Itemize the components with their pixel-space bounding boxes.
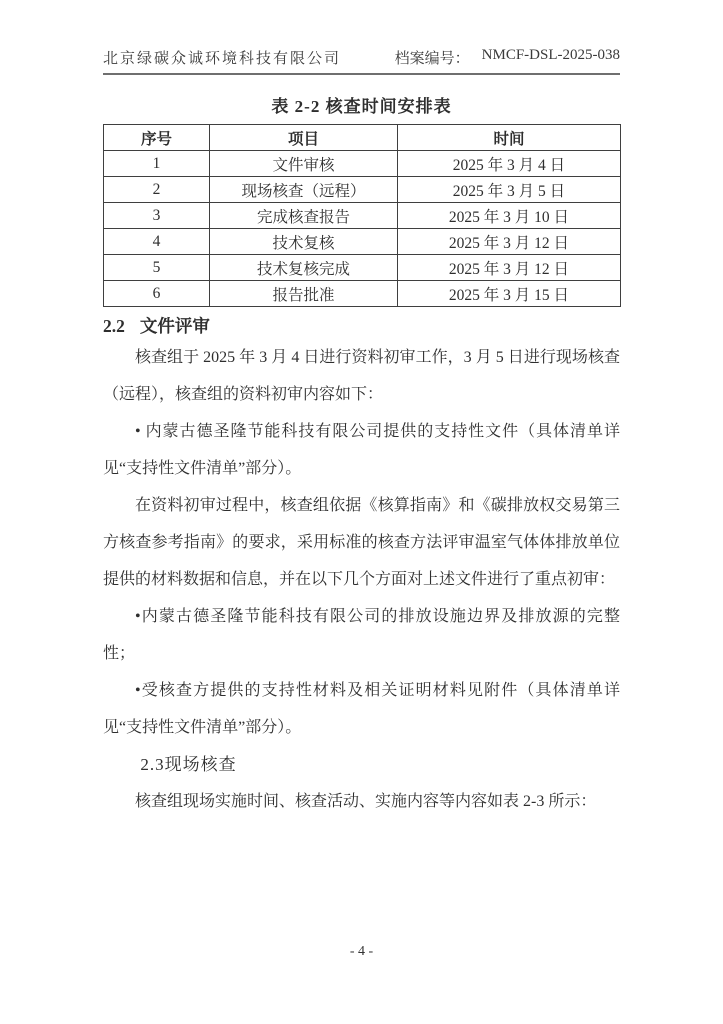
bullet-item: •受核查方提供的支持性材料及相关证明材料见附件（具体清单详见“支持性文件清单”部分）。 <box>103 682 620 736</box>
column-header-item: 项目 <box>210 125 398 151</box>
section-number: 2.3 <box>140 755 165 774</box>
table-row <box>104 281 621 307</box>
section-number: 2.2 <box>103 316 125 336</box>
schedule-table <box>103 124 621 307</box>
archive-number: NMCF-DSL-2025-038 <box>481 47 620 63</box>
cell-seq: 4 <box>104 229 210 255</box>
table-header-row <box>104 125 621 151</box>
archive-number-group <box>395 47 620 68</box>
paragraph: 核查组现场实施时间、核查活动、实施内容等内容如表 2-3 所示： <box>135 793 597 810</box>
cell-item: 技术复核完成 <box>210 255 398 281</box>
bullet-item: • 内蒙古德圣隆节能科技有限公司提供的支持性文件（具体清单详见“支持性文件清单”部分）。 <box>103 423 620 477</box>
section-heading-2-2 <box>103 313 620 339</box>
cell-seq: 6 <box>104 281 210 307</box>
cell-seq: 1 <box>104 151 210 177</box>
company-name: 北京绿碳众诚环境科技有限公司 <box>103 51 342 67</box>
page-content <box>103 0 620 820</box>
body-text-block <box>103 339 620 820</box>
section-heading-2-3 <box>103 746 620 783</box>
column-header-seq: 序号 <box>104 125 210 151</box>
cell-seq: 3 <box>104 203 210 229</box>
table-row <box>104 177 621 203</box>
table-caption: 表 2-2 核查时间安排表 <box>271 97 452 116</box>
cell-seq: 2 <box>104 177 210 203</box>
cell-item: 文件审核 <box>210 151 398 177</box>
section-title: 现场核查 <box>164 755 237 774</box>
table-row <box>104 255 621 281</box>
table-row <box>104 229 621 255</box>
running-header <box>103 0 620 75</box>
cell-time: 2025 年 3 月 12 日 <box>398 229 621 255</box>
cell-item: 现场核查（远程） <box>210 177 398 203</box>
column-header-time: 时间 <box>398 125 621 151</box>
section-title: 文件评审 <box>139 316 210 336</box>
cell-item: 报告批准 <box>210 281 398 307</box>
paragraph: 在资料初审过程中，核查组依据《核算指南》和《碳排放权交易第三方核查参考指南》的要求，采用标准的核查方法评审温室气体体排放单位提供的材料数据和信息，并在以下几个方面对上述文件进行了重点初审： <box>103 497 620 588</box>
paragraph: 核查组于 2025 年 3 月 4 日进行资料初审工作，3 月 5 日进行现场核查（远程），核查组的资料初审内容如下： <box>103 349 620 403</box>
cell-time: 2025 年 3 月 4 日 <box>398 151 621 177</box>
cell-seq: 5 <box>104 255 210 281</box>
cell-time: 2025 年 3 月 15 日 <box>398 281 621 307</box>
archive-label: 档案编号： <box>394 51 470 67</box>
cell-time: 2025 年 3 月 10 日 <box>398 203 621 229</box>
cell-time: 2025 年 3 月 5 日 <box>398 177 621 203</box>
table-row <box>104 203 621 229</box>
cell-item: 技术复核 <box>210 229 398 255</box>
cell-time: 2025 年 3 月 12 日 <box>398 255 621 281</box>
cell-item: 完成核查报告 <box>210 203 398 229</box>
page-number: - 4 - <box>349 944 374 959</box>
bullet-item: •内蒙古德圣隆节能科技有限公司的排放设施边界及排放源的完整性； <box>103 608 620 662</box>
table-row <box>104 151 621 177</box>
